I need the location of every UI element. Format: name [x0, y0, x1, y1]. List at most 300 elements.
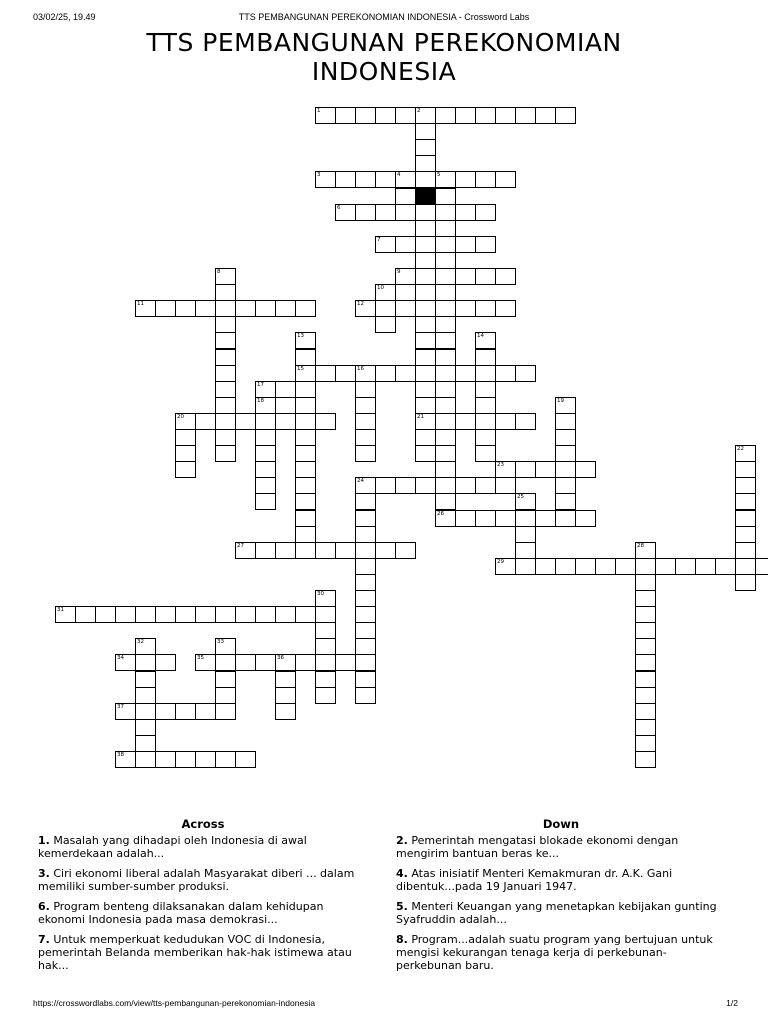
grid-cell[interactable] — [135, 671, 156, 688]
grid-cell[interactable] — [215, 268, 236, 285]
grid-cell[interactable] — [335, 107, 356, 124]
grid-cell[interactable] — [435, 284, 456, 301]
grid-cell[interactable] — [235, 606, 256, 623]
grid-cell[interactable] — [475, 204, 496, 221]
grid-cell[interactable] — [735, 526, 756, 543]
grid-cell[interactable] — [615, 558, 636, 575]
grid-cell[interactable] — [315, 671, 336, 688]
grid-cell[interactable] — [295, 381, 316, 398]
grid-cell[interactable] — [435, 477, 456, 494]
grid-cell[interactable] — [555, 493, 576, 510]
grid-cell[interactable] — [355, 510, 376, 527]
grid-cell[interactable] — [415, 155, 436, 172]
grid-cell[interactable] — [675, 558, 696, 575]
grid-cell[interactable] — [295, 461, 316, 478]
grid-cell[interactable] — [295, 606, 316, 623]
grid-cell[interactable] — [435, 445, 456, 462]
grid-cell[interactable] — [315, 606, 336, 623]
grid-cell[interactable] — [495, 365, 516, 382]
grid-cell[interactable] — [435, 268, 456, 285]
grid-cell[interactable] — [195, 300, 216, 317]
grid-cell[interactable] — [295, 510, 316, 527]
grid-cell[interactable] — [515, 510, 536, 527]
grid-cell[interactable] — [215, 671, 236, 688]
grid-cell[interactable] — [355, 477, 376, 494]
grid-cell[interactable] — [495, 477, 516, 494]
grid-cell[interactable] — [215, 751, 236, 768]
grid-cell[interactable] — [355, 558, 376, 575]
grid-cell[interactable] — [295, 397, 316, 414]
grid-cell[interactable] — [435, 236, 456, 253]
grid-cell[interactable] — [735, 574, 756, 591]
grid-cell[interactable] — [755, 558, 768, 575]
grid-cell[interactable] — [475, 236, 496, 253]
grid-cell[interactable] — [215, 381, 236, 398]
grid-cell[interactable] — [235, 413, 256, 430]
grid-cell[interactable] — [575, 510, 596, 527]
grid-cell[interactable] — [415, 252, 436, 269]
grid-cell[interactable] — [295, 542, 316, 559]
grid-cell[interactable] — [295, 365, 316, 382]
grid-cell[interactable] — [515, 493, 536, 510]
grid-cell[interactable] — [495, 171, 516, 188]
grid-cell[interactable] — [215, 284, 236, 301]
grid-cell[interactable] — [455, 413, 476, 430]
grid-cell[interactable] — [135, 300, 156, 317]
grid-cell[interactable] — [295, 477, 316, 494]
grid-cell[interactable] — [555, 558, 576, 575]
grid-cell[interactable] — [275, 300, 296, 317]
grid-cell[interactable] — [275, 654, 296, 671]
grid-cell[interactable] — [255, 300, 276, 317]
grid-cell[interactable] — [355, 204, 376, 221]
grid-cell[interactable] — [195, 606, 216, 623]
grid-cell[interactable] — [395, 268, 416, 285]
grid-cell[interactable] — [355, 445, 376, 462]
grid-cell[interactable] — [175, 606, 196, 623]
grid-cell[interactable] — [275, 381, 296, 398]
grid-cell[interactable] — [375, 204, 396, 221]
grid-cell[interactable] — [115, 606, 136, 623]
grid-cell[interactable] — [375, 365, 396, 382]
grid-cell[interactable] — [275, 542, 296, 559]
grid-cell[interactable] — [635, 687, 656, 704]
grid-cell[interactable] — [135, 638, 156, 655]
grid-cell[interactable] — [415, 284, 436, 301]
grid-cell[interactable] — [275, 703, 296, 720]
grid-cell[interactable] — [475, 300, 496, 317]
grid-cell[interactable] — [555, 413, 576, 430]
grid-cell[interactable] — [335, 365, 356, 382]
grid-cell[interactable] — [215, 300, 236, 317]
grid-cell[interactable] — [515, 107, 536, 124]
grid-cell[interactable] — [415, 349, 436, 366]
grid-cell[interactable] — [255, 654, 276, 671]
grid-cell[interactable] — [215, 349, 236, 366]
grid-cell[interactable] — [415, 171, 436, 188]
grid-cell[interactable] — [635, 735, 656, 752]
grid-cell[interactable] — [375, 477, 396, 494]
grid-cell[interactable] — [315, 638, 336, 655]
grid-cell[interactable] — [635, 558, 656, 575]
grid-cell[interactable] — [415, 477, 436, 494]
grid-cell[interactable] — [395, 300, 416, 317]
grid-cell[interactable] — [435, 413, 456, 430]
grid-cell[interactable] — [435, 316, 456, 333]
grid-cell[interactable] — [475, 429, 496, 446]
grid-cell[interactable] — [455, 510, 476, 527]
grid-cell[interactable] — [195, 751, 216, 768]
grid-cell[interactable] — [255, 397, 276, 414]
grid-cell[interactable] — [355, 107, 376, 124]
grid-cell[interactable] — [375, 236, 396, 253]
grid-cell[interactable] — [475, 349, 496, 366]
grid-cell[interactable] — [455, 171, 476, 188]
grid-cell[interactable] — [435, 107, 456, 124]
grid-cell[interactable] — [355, 671, 376, 688]
grid-cell[interactable] — [215, 445, 236, 462]
grid-cell[interactable] — [535, 510, 556, 527]
grid-cell[interactable] — [315, 413, 336, 430]
grid-cell[interactable] — [175, 445, 196, 462]
grid-cell[interactable] — [735, 510, 756, 527]
grid-cell[interactable] — [255, 381, 276, 398]
grid-cell[interactable] — [475, 510, 496, 527]
grid-cell[interactable] — [355, 574, 376, 591]
grid-cell[interactable] — [475, 445, 496, 462]
grid-cell[interactable] — [335, 204, 356, 221]
grid-cell[interactable] — [635, 719, 656, 736]
grid-cell[interactable] — [215, 606, 236, 623]
grid-cell[interactable] — [435, 204, 456, 221]
grid-cell[interactable] — [255, 445, 276, 462]
grid-cell[interactable] — [255, 413, 276, 430]
grid-cell[interactable] — [495, 268, 516, 285]
grid-cell[interactable] — [175, 703, 196, 720]
grid-cell[interactable] — [415, 204, 436, 221]
grid-cell[interactable] — [215, 703, 236, 720]
grid-cell[interactable] — [435, 220, 456, 237]
grid-cell[interactable] — [135, 654, 156, 671]
grid-cell[interactable] — [635, 622, 656, 639]
grid-cell[interactable] — [555, 477, 576, 494]
grid-cell[interactable] — [555, 107, 576, 124]
grid-cell[interactable] — [415, 220, 436, 237]
grid-cell[interactable] — [355, 413, 376, 430]
grid-cell[interactable] — [375, 316, 396, 333]
grid-cell[interactable] — [355, 526, 376, 543]
grid-cell[interactable] — [635, 654, 656, 671]
grid-cell[interactable] — [355, 542, 376, 559]
grid-cell[interactable] — [515, 526, 536, 543]
grid-cell[interactable] — [435, 171, 456, 188]
grid-cell[interactable] — [455, 236, 476, 253]
grid-cell[interactable] — [195, 413, 216, 430]
grid-cell[interactable] — [255, 493, 276, 510]
grid-cell[interactable] — [455, 300, 476, 317]
grid-cell[interactable] — [355, 171, 376, 188]
grid-cell[interactable] — [275, 606, 296, 623]
grid-cell[interactable] — [655, 558, 676, 575]
grid-cell[interactable] — [115, 703, 136, 720]
grid-cell[interactable] — [475, 332, 496, 349]
grid-cell[interactable] — [415, 429, 436, 446]
grid-cell[interactable] — [355, 365, 376, 382]
grid-cell[interactable] — [295, 445, 316, 462]
grid-cell[interactable] — [455, 477, 476, 494]
grid-cell[interactable] — [455, 204, 476, 221]
grid-cell[interactable] — [435, 332, 456, 349]
grid-cell[interactable] — [455, 268, 476, 285]
clue-number-label: 4. — [396, 867, 408, 880]
grid-cell[interactable] — [415, 365, 436, 382]
grid-cell[interactable] — [415, 332, 436, 349]
grid-cell[interactable] — [395, 107, 416, 124]
grid-cell[interactable] — [415, 236, 436, 253]
grid-cell[interactable] — [735, 493, 756, 510]
grid-cell[interactable] — [175, 461, 196, 478]
grid-cell[interactable] — [295, 526, 316, 543]
grid-cell[interactable] — [215, 638, 236, 655]
grid-cell[interactable] — [435, 188, 456, 205]
grid-cell[interactable] — [415, 445, 436, 462]
grid-cell[interactable] — [255, 429, 276, 446]
grid-cell[interactable] — [635, 671, 656, 688]
grid-cell[interactable] — [695, 558, 716, 575]
grid-cell[interactable] — [135, 703, 156, 720]
grid-cell[interactable] — [435, 349, 456, 366]
grid-cell[interactable] — [355, 493, 376, 510]
grid-cell[interactable] — [275, 671, 296, 688]
grid-cell[interactable] — [435, 365, 456, 382]
grid-cell[interactable] — [315, 542, 336, 559]
grid-cell[interactable] — [255, 461, 276, 478]
grid-cell[interactable] — [555, 510, 576, 527]
grid-cell[interactable] — [295, 429, 316, 446]
grid-cell[interactable] — [315, 171, 336, 188]
grid-cell[interactable] — [215, 365, 236, 382]
grid-cell[interactable] — [475, 171, 496, 188]
grid-cell[interactable] — [235, 751, 256, 768]
grid-cell[interactable] — [295, 654, 316, 671]
grid-cell[interactable] — [215, 413, 236, 430]
grid-cell[interactable] — [735, 558, 756, 575]
grid-cell[interactable] — [635, 638, 656, 655]
grid-cell[interactable] — [415, 107, 436, 124]
grid-cell[interactable] — [635, 574, 656, 591]
grid-cell[interactable] — [395, 171, 416, 188]
grid-cell[interactable] — [215, 687, 236, 704]
grid-cell[interactable] — [475, 268, 496, 285]
grid-cell[interactable] — [315, 687, 336, 704]
grid-cell[interactable] — [635, 542, 656, 559]
grid-cell[interactable] — [635, 751, 656, 768]
grid-cell[interactable] — [115, 751, 136, 768]
grid-cell[interactable] — [415, 268, 436, 285]
grid-cell[interactable] — [635, 606, 656, 623]
grid-cell[interactable] — [515, 461, 536, 478]
grid-cell[interactable] — [95, 606, 116, 623]
grid-cell[interactable] — [715, 558, 736, 575]
grid-cell[interactable] — [375, 300, 396, 317]
grid-cell[interactable] — [475, 381, 496, 398]
grid-cell[interactable] — [415, 413, 436, 430]
grid-cell[interactable] — [535, 558, 556, 575]
grid-cell[interactable] — [395, 204, 416, 221]
clue-text: Masalah yang dihadapi oleh Indonesia di awal kemerdekaan adalah... — [38, 834, 307, 860]
grid-cell[interactable] — [55, 606, 76, 623]
grid-cell[interactable] — [475, 397, 496, 414]
grid-cell[interactable] — [355, 654, 376, 671]
grid-cell[interactable] — [235, 654, 256, 671]
grid-cell[interactable] — [435, 252, 456, 269]
grid-cell[interactable] — [415, 316, 436, 333]
grid-cell[interactable] — [395, 542, 416, 559]
grid-cell[interactable] — [235, 300, 256, 317]
grid-cell[interactable] — [295, 493, 316, 510]
grid-cell[interactable] — [395, 236, 416, 253]
grid-cell[interactable] — [475, 477, 496, 494]
grid-cell[interactable] — [355, 606, 376, 623]
grid-cell[interactable] — [295, 349, 316, 366]
grid-cell[interactable] — [355, 687, 376, 704]
grid-cell[interactable] — [175, 751, 196, 768]
grid-cell[interactable] — [175, 429, 196, 446]
grid-cell[interactable] — [395, 188, 416, 205]
grid-cell[interactable] — [475, 365, 496, 382]
grid-cell[interactable] — [275, 687, 296, 704]
grid-cell[interactable] — [115, 654, 136, 671]
grid-cell[interactable] — [335, 542, 356, 559]
grid-cell[interactable] — [375, 107, 396, 124]
grid-cell[interactable] — [275, 413, 296, 430]
grid-cell[interactable] — [735, 445, 756, 462]
grid-cell[interactable] — [415, 300, 436, 317]
grid-cell[interactable] — [175, 300, 196, 317]
grid-cell[interactable] — [215, 654, 236, 671]
grid-cell[interactable] — [555, 461, 576, 478]
grid-cell[interactable] — [135, 751, 156, 768]
grid-cell[interactable] — [575, 461, 596, 478]
grid-cell[interactable] — [415, 139, 436, 156]
grid-cell[interactable] — [315, 107, 336, 124]
grid-cell[interactable] — [355, 622, 376, 639]
grid-cell[interactable] — [295, 332, 316, 349]
grid-cell[interactable] — [355, 397, 376, 414]
grid-cell[interactable] — [355, 429, 376, 446]
grid-cell[interactable] — [475, 107, 496, 124]
grid-cell[interactable] — [435, 493, 456, 510]
grid-cell[interactable] — [155, 606, 176, 623]
grid-cell[interactable] — [155, 703, 176, 720]
grid-cell[interactable] — [635, 703, 656, 720]
grid-cell[interactable] — [355, 300, 376, 317]
grid-cell[interactable] — [175, 413, 196, 430]
grid-cell[interactable] — [495, 107, 516, 124]
grid-cell[interactable] — [555, 445, 576, 462]
grid-cell[interactable] — [355, 638, 376, 655]
grid-cell[interactable] — [215, 332, 236, 349]
grid-cell[interactable] — [435, 510, 456, 527]
grid-cell[interactable] — [435, 461, 456, 478]
grid-cell[interactable] — [375, 284, 396, 301]
grid-cell[interactable] — [535, 461, 556, 478]
grid-cell[interactable] — [355, 381, 376, 398]
grid-cell[interactable] — [455, 107, 476, 124]
grid-cell[interactable] — [495, 558, 516, 575]
grid-cell[interactable] — [415, 381, 436, 398]
grid-cell[interactable] — [295, 413, 316, 430]
grid-cell[interactable] — [155, 654, 176, 671]
grid-cell[interactable] — [495, 300, 516, 317]
grid-cell[interactable] — [435, 381, 456, 398]
grid-cell[interactable] — [255, 477, 276, 494]
grid-cell[interactable] — [315, 590, 336, 607]
grid-cell[interactable] — [375, 542, 396, 559]
grid-cell[interactable] — [515, 365, 536, 382]
grid-cell[interactable] — [195, 703, 216, 720]
grid-cell[interactable] — [495, 413, 516, 430]
grid-cell[interactable] — [395, 365, 416, 382]
grid-cell[interactable] — [335, 654, 356, 671]
grid-cell[interactable] — [375, 171, 396, 188]
grid-cell[interactable] — [315, 622, 336, 639]
grid-cell[interactable] — [735, 542, 756, 559]
grid-cell[interactable] — [415, 397, 436, 414]
grid-cell[interactable] — [495, 510, 516, 527]
grid-cell[interactable] — [315, 365, 336, 382]
grid-cell[interactable] — [135, 735, 156, 752]
grid-cell[interactable] — [735, 461, 756, 478]
grid-cell[interactable] — [135, 606, 156, 623]
grid-cell[interactable] — [155, 751, 176, 768]
grid-cell[interactable] — [455, 365, 476, 382]
grid-cell[interactable] — [215, 316, 236, 333]
grid-cell[interactable] — [315, 654, 336, 671]
grid-cell[interactable] — [155, 300, 176, 317]
grid-cell[interactable] — [575, 558, 596, 575]
grid-cell[interactable] — [335, 171, 356, 188]
grid-cell[interactable] — [595, 558, 616, 575]
grid-cell[interactable] — [435, 429, 456, 446]
grid-cell[interactable] — [515, 558, 536, 575]
grid-cell[interactable] — [555, 397, 576, 414]
grid-cell[interactable] — [415, 123, 436, 140]
grid-cell[interactable] — [355, 590, 376, 607]
grid-cell[interactable] — [195, 654, 216, 671]
grid-cell[interactable] — [135, 687, 156, 704]
grid-cell[interactable] — [395, 477, 416, 494]
grid-cell[interactable] — [535, 107, 556, 124]
grid-cell[interactable] — [515, 542, 536, 559]
grid-cell[interactable] — [495, 461, 516, 478]
grid-cell[interactable] — [435, 300, 456, 317]
grid-cell[interactable] — [555, 429, 576, 446]
grid-cell[interactable] — [635, 590, 656, 607]
grid-cell[interactable] — [215, 429, 236, 446]
grid-cell[interactable] — [215, 397, 236, 414]
grid-cell[interactable] — [475, 413, 496, 430]
grid-cell[interactable] — [735, 477, 756, 494]
grid-cell[interactable] — [515, 413, 536, 430]
grid-cell[interactable] — [235, 542, 256, 559]
grid-cell[interactable] — [255, 606, 276, 623]
grid-cell[interactable] — [295, 300, 316, 317]
grid-cell[interactable] — [75, 606, 96, 623]
grid-cell[interactable] — [435, 397, 456, 414]
grid-cell[interactable] — [255, 542, 276, 559]
grid-cell[interactable] — [135, 719, 156, 736]
